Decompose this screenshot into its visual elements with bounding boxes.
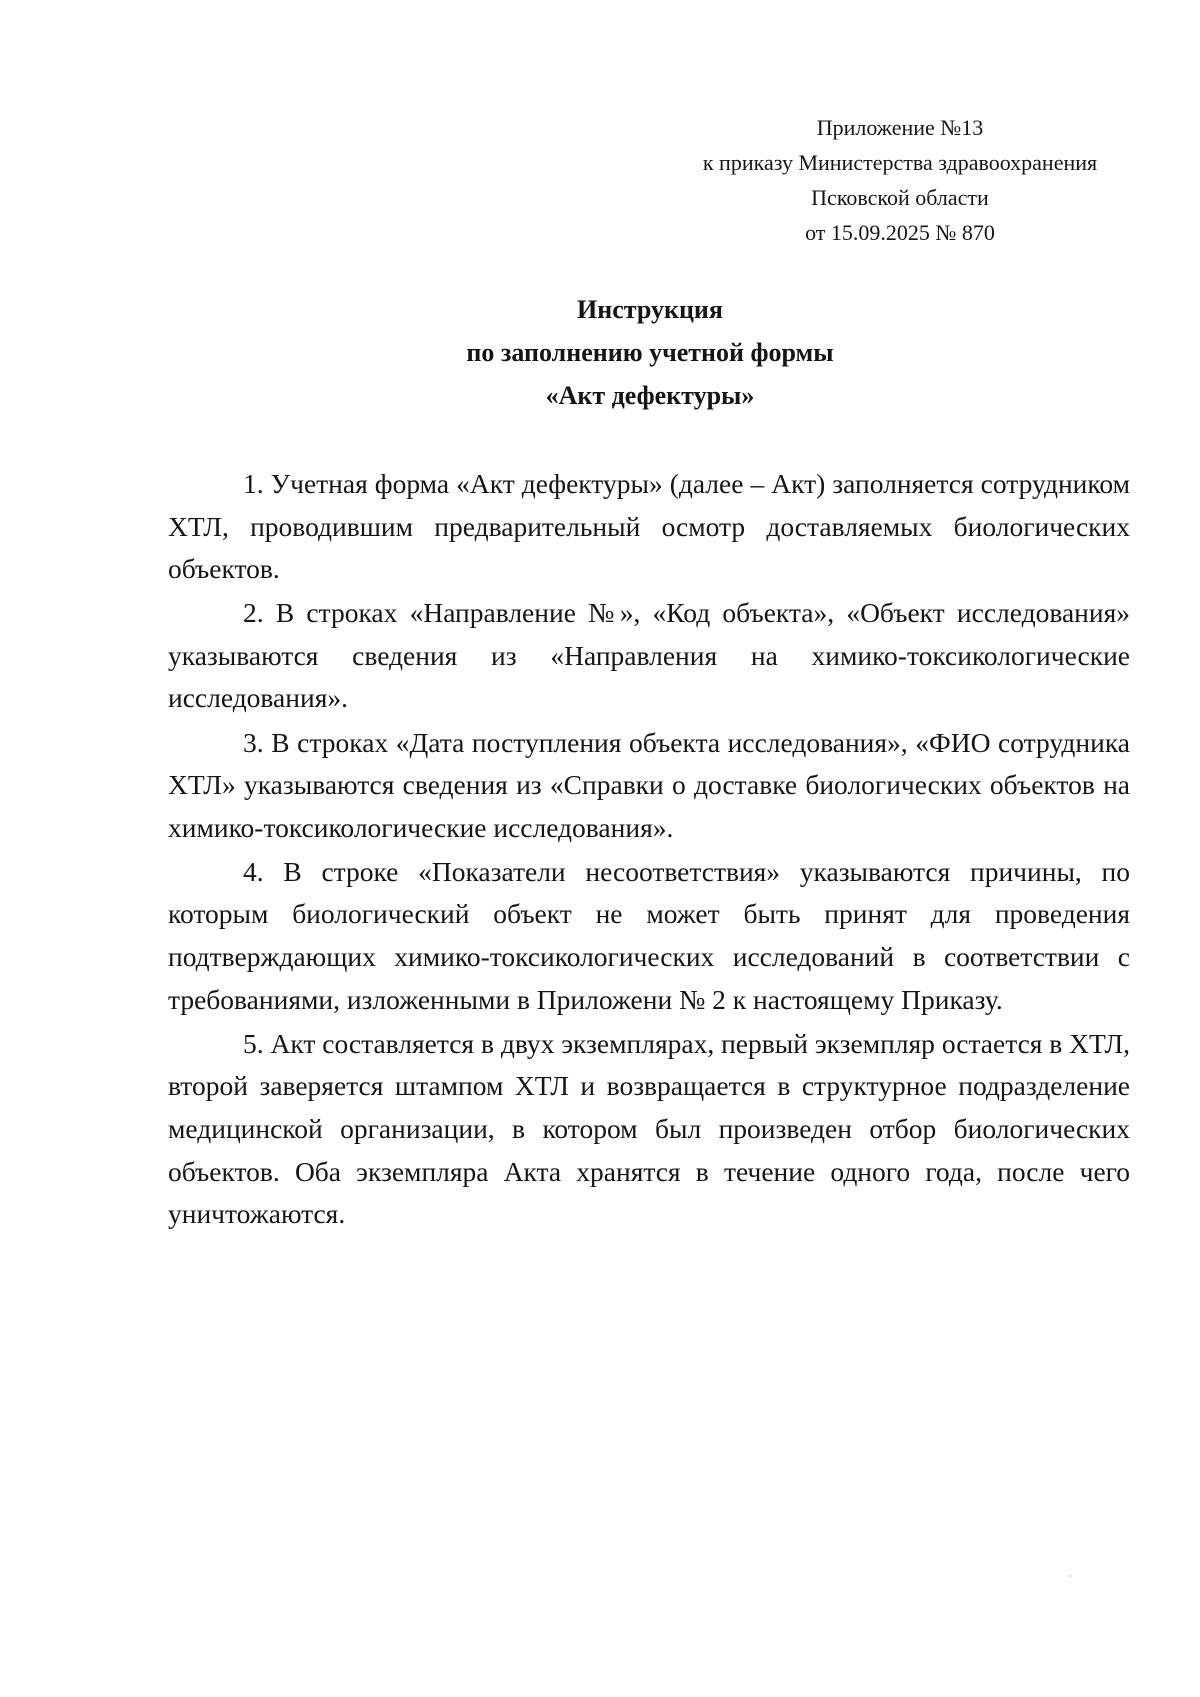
title-line-1: Инструкция: [577, 295, 723, 324]
instruction-item-4: 4. В строке «Показатели несоответствия» указываются причины, по которым биологический объект не может быть принят для проведения подтверждающих химико-токсикологических исследований в соответствии с требованиями, изложенными в Приложени № 2 к настоящему Приказу.: [168, 855, 1130, 1015]
order-date-number: от 15.09.2025 № 870: [805, 220, 995, 245]
title-line-3: «Акт дефектуры»: [545, 381, 755, 410]
region-name: Псковской области: [811, 185, 989, 210]
title-line-2: по заполнению учетной формы: [466, 338, 834, 367]
order-reference: к приказу Министерства здравоохранения: [702, 150, 1098, 175]
instruction-item-5: 5. Акт составляется в двух экземплярах, первый экземпляр остается в ХТЛ, второй заверяется штампом ХТЛ и возвращается в структурное подразделение медицинской организации, в котором был произведен отбор биологических объектов. Оба экземпляра Акта хранятся в течение одного года, после чего уничтожаются.: [168, 1027, 1130, 1230]
instruction-item-3: 3. В строках «Дата поступления объекта исследования», «ФИО сотрудника ХТЛ» указываются сведения из «Справки о доставке биологических объектов на химико-токсикологические исследования».: [168, 726, 1130, 843]
appendix-header: [660, 110, 1140, 250]
instruction-item-2: 2. В строках «Направление №», «Код объекта», «Объект исследования» указываются сведения из «Направления на химико-токсикологические исследования».: [168, 597, 1130, 714]
instruction-body: [168, 463, 1130, 1237]
scan-artifact: [1069, 1575, 1071, 1577]
instruction-item-1: 1. Учетная форма «Акт дефектуры» (далее – Акт) заполняется сотрудником ХТЛ, проводившим предварительный осмотр доставляемых биологических объектов.: [168, 468, 1130, 585]
document-title: [300, 288, 1000, 417]
appendix-number: Приложение №13: [816, 115, 984, 140]
